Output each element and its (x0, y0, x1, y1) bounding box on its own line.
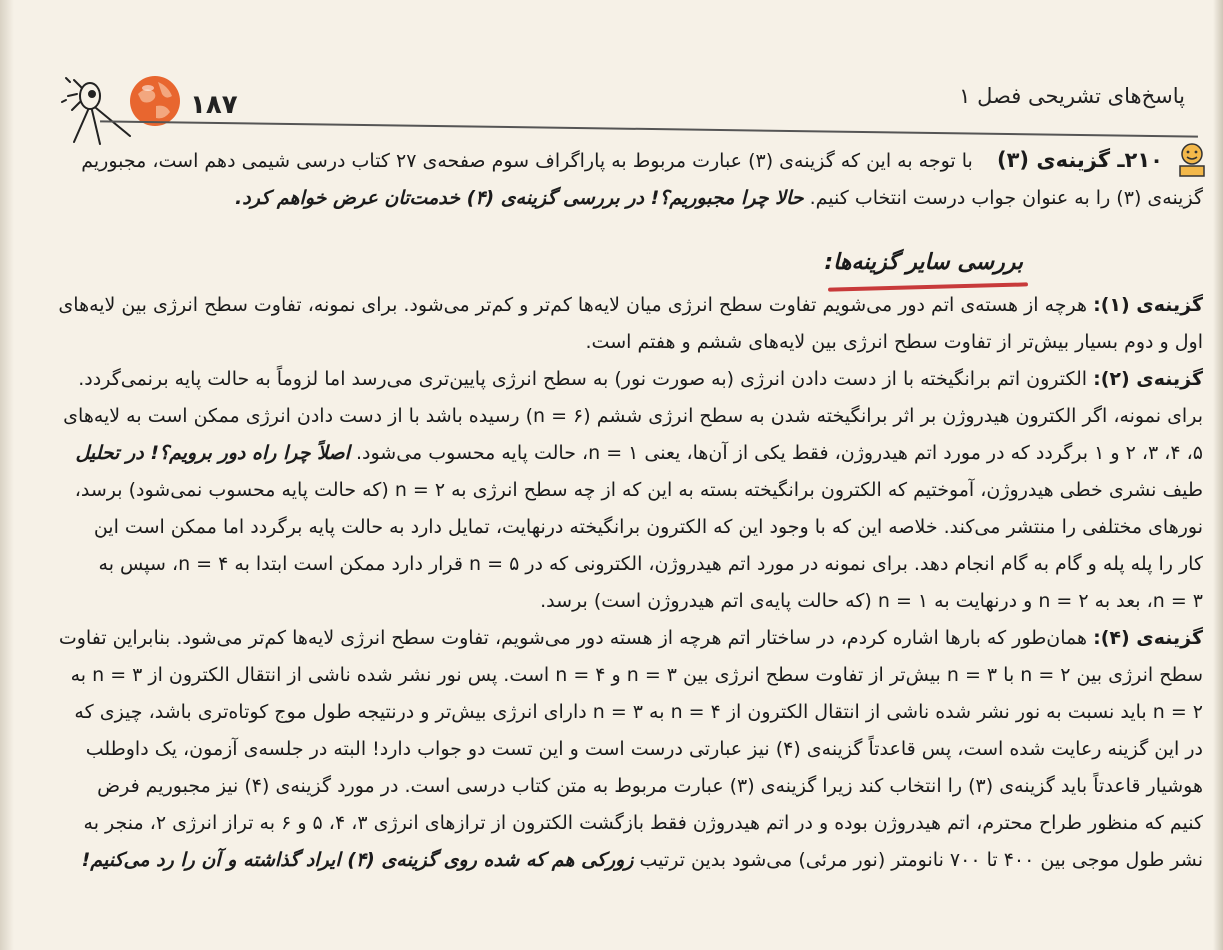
header-divider (100, 120, 1198, 137)
author-note: اصلاً چرا راه دور برویم؟! در تحلیل (75, 442, 350, 464)
option4-text: هوشیار قاعدتاً باید گزینه‌ی (۳) را انتخاب کند زیرا گزینه‌ی (۳) عبارت مربوط به متن کتاب درسی است. در مورد گزینه‌ی (۴) نیز مجبوریم فرض (97, 775, 1203, 797)
option1-label: گزینه‌ی (۱): (1093, 294, 1203, 316)
question-text: گزینه‌ی (۳) را به عنوان جواب درست انتخاب کنیم. (809, 187, 1203, 209)
option2-line (18, 361, 1203, 398)
question-number: ۲۱۰ـ گزینه‌ی (۳) (996, 148, 1163, 172)
option4-line (18, 620, 1203, 657)
option4-line (18, 768, 1203, 805)
option4-line (18, 805, 1203, 842)
option4-line (18, 842, 1203, 879)
option4-line (18, 657, 1203, 694)
option2-line (18, 583, 1203, 620)
telescope-figure-icon (52, 72, 134, 148)
option2-text: n = ۳، بعد به n = ۲ و درنهایت به n = ۱ (که حالت پایه‌ی اتم هیدروژن است) برسد. (540, 590, 1203, 612)
option1-text: هرچه از هسته‌ی اتم دور می‌شویم تفاوت سطح انرژی میان لایه‌ها کم‌تر و کم‌تر می‌شود. برای نمونه، تفاوت سطح انرژی بین لایه‌های (58, 294, 1088, 316)
author-note: حالا چرا مجبوریم؟! در بررسی گزینه‌ی (۴) خدمت‌تان عرض خواهم کرد. (235, 187, 804, 209)
option1-text: اول و دوم بسیار بیش‌تر از تفاوت سطح انرژی بین لایه‌های ششم و هفتم است. (585, 331, 1203, 353)
page-header (0, 62, 1223, 132)
option4-line (18, 694, 1203, 731)
option1-line (18, 324, 1203, 361)
answer-content (18, 142, 1203, 879)
option2-text: طیف نشری خطی هیدروژن، آموختیم که الکترون برانگیخته بسته به این که از چه سطح انرژی به n = ۲ (که حالت پایه محسوب نمی‌شود) برسد، (74, 479, 1203, 501)
chapter-title: پاسخ‌های تشریحی فصل ۱ (959, 84, 1185, 108)
page-edge-shadow (0, 0, 14, 950)
section-spacer (18, 217, 1203, 287)
option4-text: در این گزینه رعایت شده است، پس قاعدتاً گزینه‌ی (۴) نیز عبارتی درست است و این تست دو جواب دارد! البته در جلسه‌ی آزمون، یک داوطلب (85, 738, 1203, 760)
option2-text: ۵، ۴، ۳، ۲ و ۱ برگردد که در مورد اتم هیدروژن، فقط یکی از آن‌ها، یعنی n = ۱، حالت پایه محسوب می‌شود. (355, 442, 1203, 464)
option2-text: برای نمونه، اگر الکترون هیدروژن بر اثر برانگیخته شدن به سطح انرژی ششم (n = ۶) رسیده باشد با از دست دادن انرژی ممکن است به لایه‌های (63, 405, 1203, 427)
option4-text: کنیم که منظور طراح محترم، اتم هیدروژن بوده و در اتم هیدروژن فقط بازگشت الکترون از ترازهای انرژی ۳، ۴، ۵ و ۶ به تراز انرژی ۲، منجر به (83, 812, 1203, 834)
option2-line (18, 398, 1203, 435)
page-number: ۱۸۷ (190, 90, 238, 120)
option2-line (18, 472, 1203, 509)
section-heading: بررسی سایر گزینه‌ها: (824, 250, 1023, 275)
option4-line (18, 731, 1203, 768)
author-note: زورکی هم که شده روی گزینه‌ی (۴) ایراد گذاشته و آن را رد می‌کنیم! (81, 849, 634, 871)
option2-line (18, 546, 1203, 583)
option2-line (18, 509, 1203, 546)
question-line (18, 142, 1203, 180)
page-edge-shadow (1213, 0, 1223, 950)
option2-text: الکترون اتم برانگیخته با از دست دادن انرژی (به صورت نور) به سطح انرژی پایین‌تری می‌رسد اما لزوماً به حالت پایه برنمی‌گردد. (78, 368, 1088, 390)
option2-label: گزینه‌ی (۲): (1093, 368, 1203, 390)
option4-text: نشر طول موجی بین ۴۰۰ تا ۷۰۰ نانومتر (نور مرئی) می‌شود بدین ترتیب (639, 849, 1203, 871)
question-text: با توجه به این که گزینه‌ی (۳) عبارت مربوط به پاراگراف سوم صفحه‌ی ۲۷ کتاب درسی شیمی دهم است، مجبوریم (81, 150, 973, 172)
option1-line (18, 287, 1203, 324)
option4-text: سطح انرژی بین n = ۲ با n = ۳ بیش‌تر از تفاوت سطح انرژی بین n = ۳ و n = ۴ است. پس نور نشر شده ناشی از انتقال الکترون از n = ۳ به (70, 664, 1203, 686)
option2-text: کار را پله پله و گام به گام انجام دهد. برای نمونه در مورد اتم هیدروژن، الکترونی که در n = ۵ قرار دارد ممکن است ابتدا به n = ۴، سپس به (98, 553, 1203, 575)
option2-text: نورهای مختلفی را منتشر می‌کند. خلاصه این که با وجود این که الکترون برانگیخته درنهایت، تمایل دارد به حالت پایه برگردد اما ممکن است این (93, 516, 1203, 538)
option4-text: n = ۲ باید نسبت به نور نشر شده ناشی از انتقال الکترون از n = ۴ به n = ۳ دارای انرژی بیش‌تر و درنتیجه طول موج کوتاه‌تری باشد، چیزی که (74, 701, 1203, 723)
option4-text: همان‌طور که بارها اشاره کردم، در ساختار اتم هرچه از هسته دور می‌شویم، تفاوت سطح انرژی لایه‌ها کم‌تر می‌شود. بنابراین تفاوت (58, 627, 1088, 649)
question-line (18, 180, 1203, 217)
option2-line (18, 435, 1203, 472)
option4-label: گزینه‌ی (۴): (1093, 627, 1203, 649)
